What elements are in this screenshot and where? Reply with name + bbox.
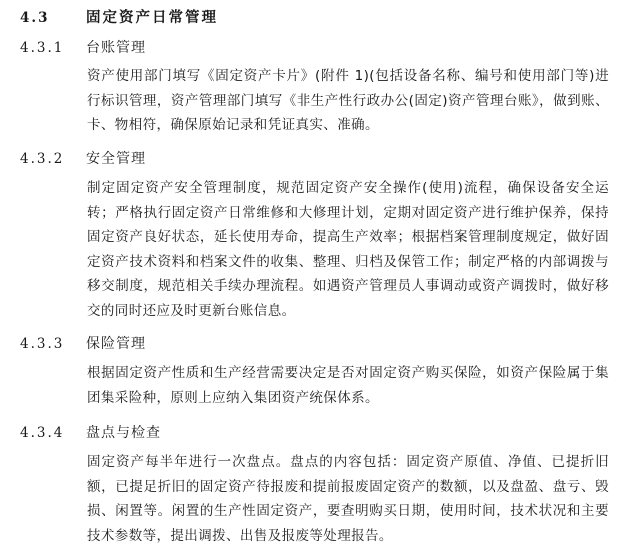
subsection-number: 4.3.4 (20, 425, 65, 441)
subsection-heading-inventory (20, 422, 161, 442)
section-number: 4.3 (20, 10, 50, 26)
section-heading (20, 6, 218, 27)
subsection-title: 安全管理 (86, 151, 146, 167)
subsection-heading-safety (20, 148, 146, 168)
subsection-heading-insurance (20, 333, 146, 353)
subsection-title: 保险管理 (86, 336, 146, 352)
section-title: 固定资产日常管理 (86, 10, 218, 26)
subsection-number: 4.3.3 (20, 336, 65, 352)
ledger-paragraph: 资产使用部门填写《固定资产卡片》(附件 1)(包括设备名称、编号和使用部门等)进行标识管理，资产管理部门填写《非生产性行政办公(固定)资产管理台账》，做到账、卡、物相符，确保原始记录和凭证真实、准确。 (87, 68, 609, 133)
subsection-title: 盘点与检查 (86, 425, 161, 441)
subsection-number: 4.3.1 (20, 40, 65, 56)
inventory-paragraph: 固定资产每半年进行一次盘点。盘点的内容包括：固定资产原值、净值、已提折旧额，已提足折旧的固定资产待报废和提前报废固定资产的数额，以及盘盈、盘亏、毁损、闲置等。闲置的生产性固定资产，要查明购买日期，使用时间，技术状况和主要技术参数等，提出调拨、出售及报废等处理报告。 (87, 454, 609, 544)
insurance-paragraph: 根据固定资产性质和生产经营需要决定是否对固定资产购买保险，如资产保险属于集团集采险种，原则上应纳入集团资产统保体系。 (87, 365, 609, 406)
safety-paragraph: 制定固定资产安全管理制度，规范固定资产安全操作(使用)流程，确保设备安全运转；严格执行固定资产日常维修和大修理计划，定期对固定资产进行维护保养，保持固定资产良好状态，延长使用寿命，提高生产效率；根据档案管理制度规定，做好固定资产技术资料和档案文件的收集、整理、归档及保管工作；制定严格的内部调拨与移交制度，规范相关手续办理流程。如遇资产管理员人事调动或资产调拨时，做好移交的同时还应及时更新台账信息。 (87, 180, 609, 319)
subsection-number: 4.3.2 (20, 151, 65, 167)
subsection-title: 台账管理 (86, 40, 146, 56)
subsection-heading-ledger (20, 37, 146, 57)
